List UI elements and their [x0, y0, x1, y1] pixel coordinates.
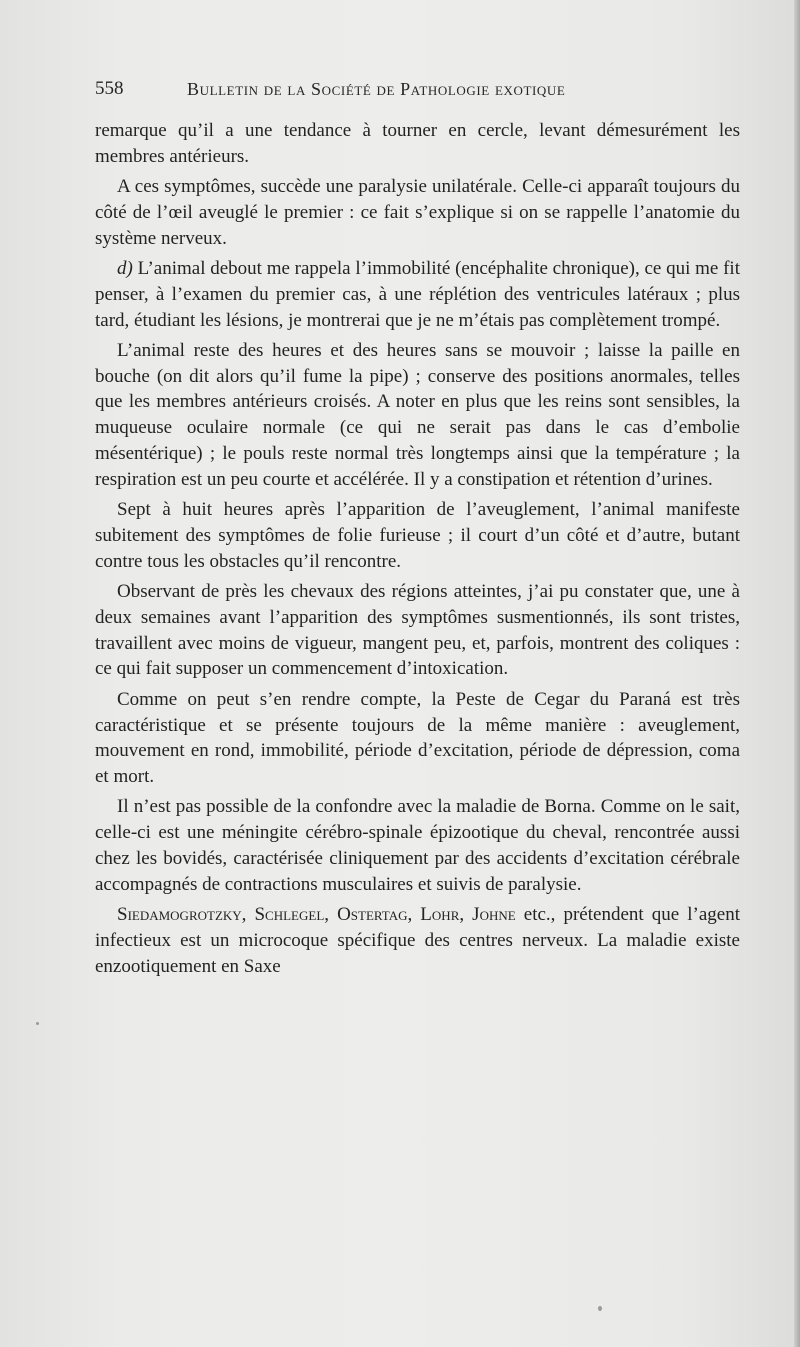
page-edge: [794, 0, 800, 1347]
author-names: Siedamogrotzky, Schlegel, Ostertag, Lohr, Johne: [117, 904, 516, 926]
paragraph: [95, 118, 740, 170]
paragraph: [95, 687, 740, 790]
running-head: [95, 76, 740, 102]
paragraph-text: Comme on peut s’en rendre compte, la Peste de Cegar du Paraná est très caractéristique et se présente toujours de la même manière : aveuglement, mouvement en rond, immobilité, période d’excitation, période de dépression, coma et mort.: [95, 688, 740, 788]
paragraph-text: Il n’est pas possible de la confondre avec la maladie de Borna. Comme on le sait, celle-ci est une méningite cérébro-spinale épizootique du cheval, rencontrée aussi chez les bovidés, caractérisée cliniquement par des accidents d’excitation cérébrale accompagnés de contractions musculaires et suivis de paralysie.: [95, 796, 740, 895]
paragraph-text: Sept à huit heures après l’apparition de l’aveuglement, l’animal manifeste subitement des symptômes de folie furieuse ; il court d’un côté et d’autre, butant contre tous les obstacles qu’il rencontre.: [95, 499, 740, 572]
journal-title: Bulletin de la Société de Pathologie exotique: [187, 79, 566, 99]
paragraph-text: L’animal debout me rappela l’immobilité (encéphalite chronique), ce qui me fit penser, à l’examen du premier cas, à une réplétion des ventricules latéraux ; plus tard, étudiant les lésions, je montrerai que je ne m’étais pas complètement trompé.: [95, 257, 740, 331]
paragraph-text: etc., prétendent que l’agent infectieux est un microcoque spécifique des centres nerveux. La maladie existe enzootiquement en Saxe: [95, 904, 740, 977]
paragraph: [95, 902, 740, 979]
paragraph-label: d): [117, 257, 133, 279]
paragraph: [95, 497, 740, 574]
paragraph-text: remarque qu’il a une tendance à tourner en cercle, levant démesurément les membres antérieurs.: [95, 120, 740, 167]
paragraph: [95, 338, 740, 493]
paragraph-text: Observant de près les chevaux des régions atteintes, j’ai pu constater que, une à deux semaines avant l’apparition des symptômes susmentionnés, ils sont tristes, travaillent avec moins de vigueur, mangent peu, et, parfois, montrent des coliques : ce qui fait supposer un commencement d’intoxication.: [95, 581, 740, 680]
paragraph: [95, 256, 740, 333]
paragraph: [95, 579, 740, 682]
paragraph-text: A ces symptômes, succède une paralysie unilatérale. Celle-ci apparaît toujours du côté de l’œil aveuglé le premier : ce fait s’explique si on se rappelle l’anatomie du système nerveux.: [95, 176, 740, 249]
ink-speck: [36, 1022, 39, 1025]
page-number: 558: [95, 78, 124, 99]
paragraph: [95, 174, 740, 251]
body-text: [95, 118, 740, 980]
ink-speck: [598, 1306, 602, 1311]
paragraph: [95, 794, 740, 897]
paragraph-text: L’animal reste des heures et des heures sans se mouvoir ; laisse la paille en bouche (on dit alors qu’il fume la pipe) ; conserve des positions anormales, telles que les membres antérieurs croisés. A noter en plus que les reins sont sensibles, la muqueuse oculaire normale (ce qui ne serait pas dans le cas d’embolie mésentérique) ; le pouls reste normal très longtemps ainsi que la température ; la respiration est un peu courte et accélérée. Il y a constipation et rétention d’urines.: [95, 339, 740, 490]
